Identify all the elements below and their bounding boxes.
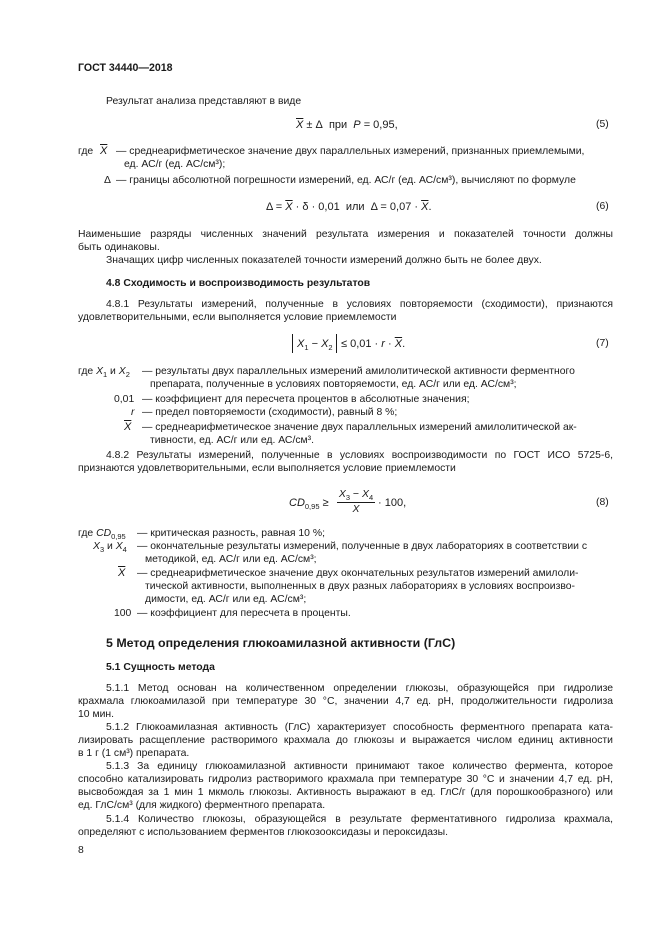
symbol-x-mean: $\overline{X}$ xyxy=(118,567,126,579)
definition-x-mean: — среднеарифметическое значение двух параллельных измерений амилолитической ак- xyxy=(142,422,577,433)
symbol-x-mean: $\overline{X}$ xyxy=(100,145,108,157)
paragraph-ranks-line1: Наименьшие разряды численных значений результата измерения и показателей точности должны xyxy=(78,229,613,240)
symbol-coefficient: 0,01 xyxy=(114,394,135,405)
definition-r: — предел повторяемости (сходимости), равный 8 %; xyxy=(142,407,398,418)
paragraph-4-8-2-line1: 4.8.2 Результаты измерений, полученные в условиях воспроизводимости по ГОСТ ИСО 5725-6, xyxy=(106,450,613,461)
formula-8-lhs: $CD_{0,95}$ ≥ xyxy=(289,497,329,512)
where-label: где xyxy=(78,146,94,157)
paragraph-4-8-1-line1: 4.8.1 Результаты измерений, полученные в условиях повторяемости (сходимости), признаются xyxy=(106,299,613,310)
formula-8-numerator: $X_3 - X_4$ xyxy=(338,488,374,503)
definition-x-mean: — среднеарифметическое значение двух окончательных результатов измерений амилоли- xyxy=(137,568,579,579)
formula-5-number: (5) xyxy=(596,119,609,130)
formula-7-number: (7) xyxy=(596,338,609,349)
paragraph-5-1-3-line3: высвобождая за 1 мин 1 мкмоль глюкозы. Активность выражают в ед. ГлС/г (для порошкообразного) или xyxy=(78,787,613,798)
paragraph-5-1-4-line2: определяют с использованием ферментов глюкозооксидазы и пероксидазы. xyxy=(78,827,449,838)
paragraph-5-1-4-line1: 5.1.4 Количество глюкозы, образующейся в результате ферментативного гидролиза крахмала, xyxy=(106,814,613,825)
symbol-x-mean: $\overline{X}$ xyxy=(124,421,132,433)
definition-x-mean-cont: тивности, ед. АС/г или ед. АС/см³. xyxy=(150,435,315,446)
formula-8-denominator: $\overline{X}$ xyxy=(352,503,360,515)
where-label: где $CD_{0,95}$ xyxy=(78,528,126,542)
paragraph-5-1-1-line3: 10 мин. xyxy=(78,709,115,720)
definition-x-mean-cont: ед. АС/г (ед. АС/см³); xyxy=(124,159,226,170)
abs-bar-left xyxy=(292,334,293,353)
definition-x1-x2: — результаты двух параллельных измерений амилолитической активности ферментного xyxy=(142,366,575,377)
paragraph-5-1-2-line3: в 1 г (1 см³) препарата. xyxy=(78,748,190,759)
section-5-title: 5 Метод определения глюкоамилазной активности (ГлС) xyxy=(106,636,456,650)
section-4-8-title: 4.8 Сходимость и воспроизводимость результатов xyxy=(106,278,371,289)
where-label: где $X_1$ и $X_2$ xyxy=(78,366,130,380)
symbol-hundred: 100 xyxy=(114,608,132,619)
paragraph-ranks-line2: быть одинаковы. xyxy=(78,242,160,253)
paragraph-5-1-3-line2: способно катализировать гидролиз растворимого крахмала при температуре 30 °С и значении 4,7 ед. pH, xyxy=(78,774,613,785)
paragraph-5-1-3-line4: ед. ГлС/см³ (для жидкого) ферментного препарата. xyxy=(78,800,326,811)
paragraph-5-1-1-line1: 5.1.1 Метод основан на количественном определении глюкозы, образующейся при гидролизе xyxy=(106,683,613,694)
symbol-x3-x4: $X_3$ и $X_4$ xyxy=(93,541,127,555)
definition-x-mean: — среднеарифметическое значение двух параллельных измерений, признанных приемлемыми, xyxy=(116,146,585,157)
formula-6-number: (6) xyxy=(596,201,609,212)
result-intro: Результат анализа представляют в виде xyxy=(106,96,302,107)
symbol-r: r xyxy=(131,407,135,418)
definition-coefficient: — коэффициент для пересчета процентов в абсолютные значения; xyxy=(142,394,470,405)
definition-x1-x2-cont: препарата, полученные в условиях повторяемости, ед. АС/г или ед. АС/см³; xyxy=(150,379,517,390)
formula-7: $X_1 - X_2$ xyxy=(297,338,333,353)
paragraph-5-1-2-line1: 5.1.2 Глюкоамилазная активность (ГлС) характеризует способность ферментного препарата ката- xyxy=(106,722,613,733)
section-5-1-title: 5.1 Сущность метода xyxy=(106,662,215,673)
definition-delta: — границы абсолютной погрешности измерений, ед. АС/г (ед. АС/см³), вычисляют по формуле xyxy=(116,175,576,186)
abs-bar-right xyxy=(336,334,337,353)
definition-x-mean-cont2: димости, ед. АС/г или ед. АС/см³; xyxy=(145,594,307,605)
symbol-delta: Δ xyxy=(104,175,111,186)
definition-cd: — критическая разность, равная 10 %; xyxy=(137,528,325,539)
paragraph-5-1-3-line1: 5.1.3 За единицу глюкоамилазной активности принимают такое количество фермента, которое xyxy=(106,761,613,772)
paragraph-4-8-2-line2: признаются удовлетворительными, если выполняется условие приемлемости xyxy=(78,463,456,474)
formula-7-rhs: ≤ $0,01 \cdot r \cdot \overline{X}$. xyxy=(341,338,406,350)
definition-x3-x4-cont: методикой, ед. АС/г или ед. АС/см³; xyxy=(145,554,317,565)
paragraph-4-8-1-line2: удовлетворительными, если выполняется условие приемлемости xyxy=(78,312,397,323)
formula-8-tail: · 100, xyxy=(378,497,407,509)
document-header: ГОСТ 34440—2018 xyxy=(78,62,173,74)
definition-x3-x4: — окончательные результаты измерений, полученные в двух лабораториях в соответствии с xyxy=(137,541,588,552)
paragraph-ranks-line3: Значащих цифр численных показателей точности измерений должно быть не более двух. xyxy=(106,255,542,266)
paragraph-5-1-2-line2: лизировать расщепление растворимого крахмала до глюкозы и выражается числом единиц активности xyxy=(78,735,613,746)
page-number: 8 xyxy=(78,845,84,856)
formula-5: $\overline{X} \pm \Delta$ при P = 0,95, xyxy=(296,119,398,131)
formula-6: $\Delta = \overline{X} \cdot \delta \cdot 0,01$ или $\Delta = 0,07 \cdot \overline{X}$. xyxy=(266,201,432,213)
definition-x-mean-cont: тической активности, выполненных в двух разных лабораториях в условиях воспроизво- xyxy=(145,581,576,592)
formula-8-number: (8) xyxy=(596,497,609,508)
paragraph-5-1-1-line2: крахмала глюкоамилазой при температуре 30 °С, значении 4,7 ед. pH, продолжительности гидролиза xyxy=(78,696,613,707)
definition-hundred: — коэффициент для пересчета в проценты. xyxy=(137,608,351,619)
